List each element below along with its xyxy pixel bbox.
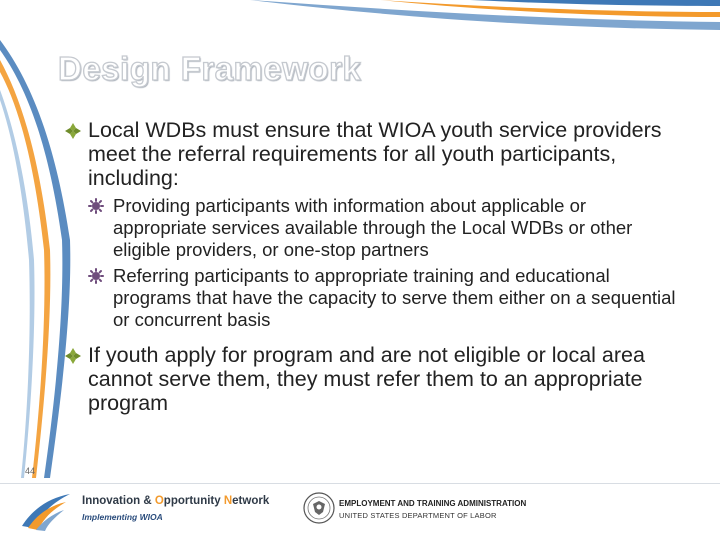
sub-bullet-item — [88, 265, 684, 331]
bullet-list — [64, 118, 684, 415]
bullet-text: If youth apply for program and are not eligible or local area cannot serve them, they must refer them to an appropriate program — [88, 343, 645, 415]
sun-bullet-icon — [88, 268, 104, 284]
sun-bullet-icon — [88, 198, 104, 214]
ion-swoosh-icon — [18, 490, 78, 532]
ion-logo-name-part: pportunity — [163, 495, 224, 507]
sub-bullet-item — [88, 195, 684, 261]
page-number: 44 — [25, 466, 36, 476]
ion-logo-tagline: Implementing WIOA — [82, 512, 163, 522]
diamond-bullet-icon — [64, 347, 82, 365]
sub-bullet-text: Referring participants to appropriate training and educational programs that have the capacity to serve them either on a sequential or concurrent basis — [113, 265, 676, 330]
diamond-bullet-icon — [64, 122, 82, 140]
bullet-text: Local WDBs must ensure that WIOA youth service providers meet the referral requirements for all youth participants, including: — [88, 118, 662, 190]
ion-logo-name — [82, 495, 269, 507]
ion-logo — [18, 490, 280, 532]
bullet-item — [64, 343, 684, 415]
ion-logo-name-highlight: N — [223, 495, 233, 507]
ion-logo-name-part: Innovation & — [82, 495, 155, 507]
dol-seal-icon — [303, 492, 335, 524]
sub-bullet-text: Providing participants with information about applicable or appropriate services available through the Local WDBs or other eligible providers, or one-stop partners — [113, 195, 633, 260]
ion-logo-name-part: etwork — [232, 495, 270, 507]
dol-eta-line2: UNITED STATES DEPARTMENT OF LABOR — [339, 511, 497, 520]
footer-divider — [0, 483, 720, 484]
sub-bullet-list — [88, 195, 684, 331]
dol-eta-logo — [303, 492, 563, 532]
dol-eta-line1: EMPLOYMENT AND TRAINING ADMINISTRATION — [339, 499, 527, 508]
ion-logo-name-highlight: O — [154, 495, 164, 507]
page-title: Design Framework — [58, 50, 362, 87]
bullet-item — [64, 118, 684, 331]
